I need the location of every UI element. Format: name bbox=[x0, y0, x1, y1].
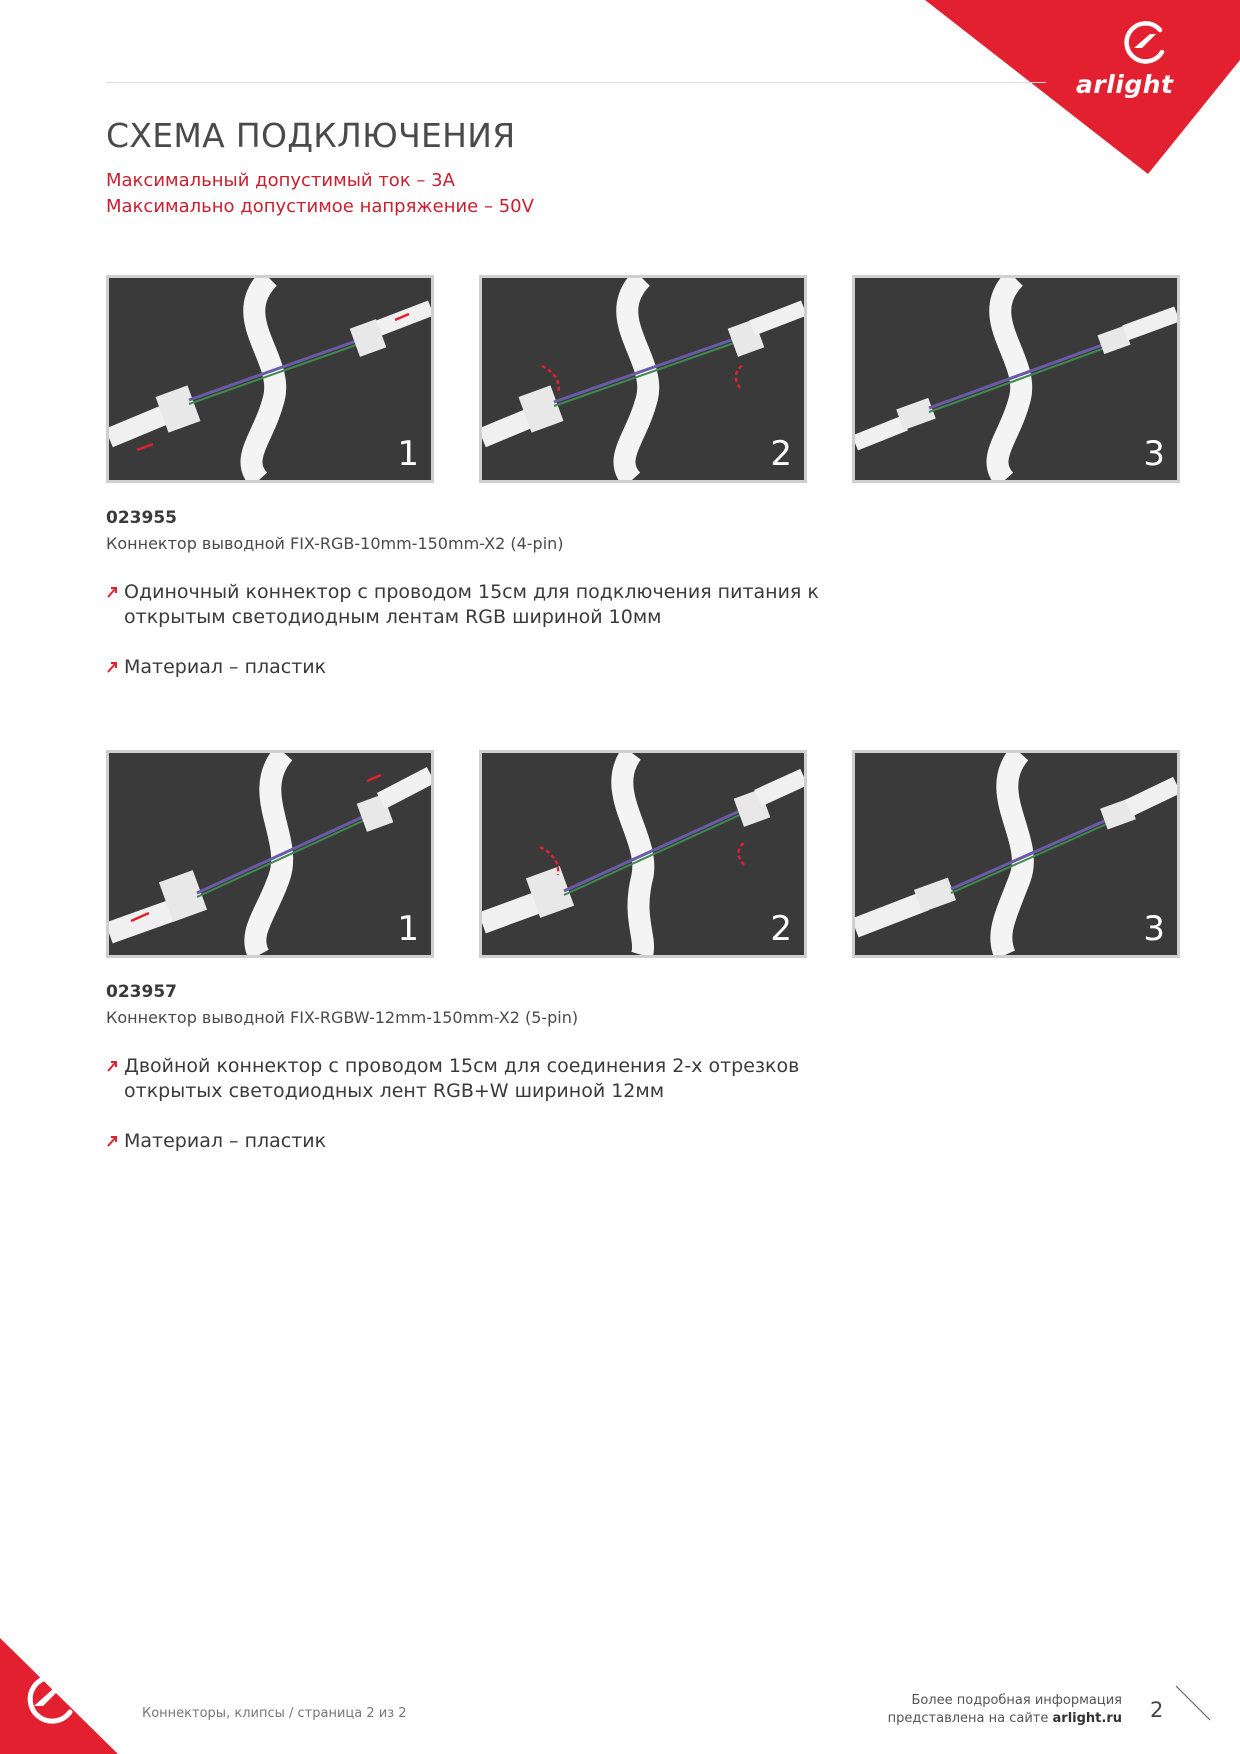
product-name: Коннектор выводной FIX-RGBW-12mm-150mm-X2 (5-pin) bbox=[106, 1008, 579, 1027]
step-number: 1 bbox=[397, 434, 419, 474]
connector-photo-illustration bbox=[855, 753, 1177, 955]
product-sku: 023957 bbox=[106, 982, 177, 1002]
feature-bullet bbox=[106, 655, 826, 680]
arlight-logo-text: arlight bbox=[1076, 70, 1174, 99]
connector-photo-illustration bbox=[109, 278, 431, 480]
step-photo bbox=[106, 275, 434, 483]
feature-bullet bbox=[106, 1054, 826, 1104]
page-corner-slash bbox=[1174, 1684, 1214, 1724]
more-info-line1: Более подробная информация bbox=[911, 1693, 1122, 1708]
step-number: 1 bbox=[397, 909, 419, 949]
corner-decoration-bottom bbox=[0, 1610, 130, 1754]
bullet-text: Двойной коннектор с проводом 15см для соединения 2-х отрезков открытых светодиодных лент RGB+W шириной 12мм bbox=[124, 1055, 800, 1102]
header-divider bbox=[106, 82, 1046, 83]
connector-photo-illustration bbox=[482, 278, 804, 480]
step-number: 3 bbox=[1143, 434, 1165, 474]
step-photo bbox=[479, 275, 807, 483]
more-info-line2 bbox=[888, 1710, 1122, 1728]
red-arrow-bullet-icon bbox=[106, 1134, 118, 1148]
spec-max-voltage: Максимально допустимое напряжение – 50V bbox=[106, 196, 534, 217]
more-info-text: представлена на сайте bbox=[887, 1711, 1049, 1726]
red-arrow-bullet-icon bbox=[106, 585, 118, 599]
arlight-logo bbox=[1068, 18, 1218, 108]
step-number: 2 bbox=[770, 434, 792, 474]
footer-breadcrumb: Коннекторы, клипсы / страница 2 из 2 bbox=[142, 1706, 407, 1721]
step-number: 3 bbox=[1143, 909, 1165, 949]
footer-more-info bbox=[888, 1692, 1122, 1728]
connector-photo-illustration bbox=[109, 753, 431, 955]
connector-photo-illustration bbox=[855, 278, 1177, 480]
bullet-text: Материал – пластик bbox=[124, 656, 327, 678]
spec-max-current: Максимальный допустимый ток – 3А bbox=[106, 170, 455, 191]
arlight-logo-icon bbox=[1120, 18, 1170, 68]
page-title: СХЕМА ПОДКЛЮЧЕНИЯ bbox=[106, 116, 516, 155]
page-number: 2 bbox=[1150, 1698, 1164, 1722]
feature-bullet bbox=[106, 580, 826, 630]
product-name: Коннектор выводной FIX-RGB-10mm-150mm-X2 (4-pin) bbox=[106, 534, 564, 553]
feature-bullet bbox=[106, 1129, 826, 1154]
connector-photo-illustration bbox=[482, 753, 804, 955]
product-sku: 023955 bbox=[106, 508, 177, 528]
step-photo bbox=[479, 750, 807, 958]
step-number: 2 bbox=[770, 909, 792, 949]
step-photo bbox=[852, 750, 1180, 958]
site-link[interactable]: arlight.ru bbox=[1052, 1711, 1122, 1726]
red-arrow-bullet-icon bbox=[106, 660, 118, 674]
red-arrow-bullet-icon bbox=[106, 1059, 118, 1073]
step-photo bbox=[106, 750, 434, 958]
step-photo bbox=[852, 275, 1180, 483]
bullet-text: Материал – пластик bbox=[124, 1130, 327, 1152]
bullet-text: Одиночный коннектор с проводом 15см для подключения питания к открытым светодиодным лентам RGB шириной 10мм bbox=[124, 581, 819, 628]
